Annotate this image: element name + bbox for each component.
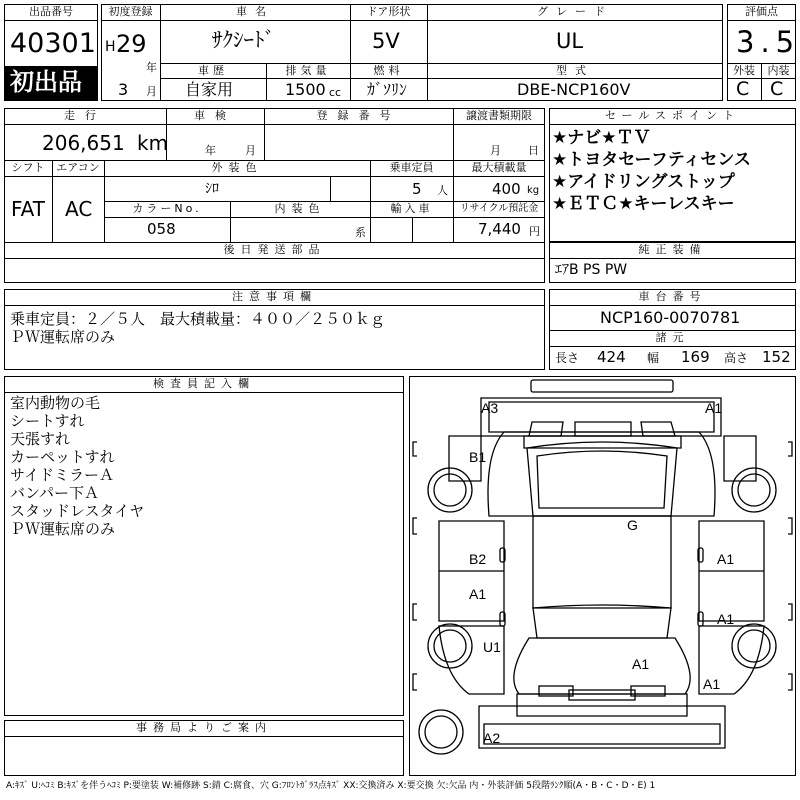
colorno-label: カラーNo. xyxy=(132,202,202,215)
shift-label: シフト xyxy=(11,161,45,174)
transfer-month-unit: 月 xyxy=(490,144,501,157)
lot-number: 40301 xyxy=(10,28,96,59)
car-name: ｻｸｼｰﾄﾞ xyxy=(212,28,275,52)
equipment-label: 純正装備 xyxy=(638,243,707,256)
capacity-label: 乗車定員 xyxy=(389,161,434,174)
inspector-line: サイドミラーＡ xyxy=(10,466,114,484)
inspector-label: 検査員記入欄 xyxy=(153,377,255,390)
damage-code: B1 xyxy=(469,449,487,465)
grade-value: UL xyxy=(556,29,584,53)
length-value: 424 xyxy=(597,348,626,366)
car-diagram xyxy=(409,376,796,776)
mileage-value: 206,651 xyxy=(42,131,125,155)
sales-point: ★ナビ★ＴＶ xyxy=(552,128,651,148)
grade-label: グレード xyxy=(537,5,613,18)
load-label: 最大積載量 xyxy=(471,161,527,174)
displacement-label: 排気量 xyxy=(285,64,331,77)
score-value: 3.5 xyxy=(736,25,800,59)
legend-text: A:ｷｽﾞ U:ﾍｺﾐ B:ｷｽﾞを伴うﾍｺﾐ P:要塗装 W:補修跡 S:錆 C:腐食、穴 G:ﾌﾛﾝﾄｶﾞﾗｽ点ｷｽﾞ XX:交換済み X:要交換 欠:欠品 内・外装評価 5段階ﾗﾝｸ順(A・B・C・D・E) 1 xyxy=(6,781,656,791)
inspector-line: 室内動物の毛 xyxy=(10,394,101,412)
inspector-line: ＰＷ運転席のみ xyxy=(10,520,116,538)
interior-label: 内装 xyxy=(767,64,790,77)
damage-code: A1 xyxy=(717,551,735,567)
name-label: 車名 xyxy=(236,5,274,18)
notes-label: 注意事項欄 xyxy=(232,290,317,303)
first-listing-text: 初出品 xyxy=(10,68,82,96)
door-label: ドア形状 xyxy=(366,5,411,18)
interior-grade: C xyxy=(770,78,784,100)
fuel-label: 燃料 xyxy=(373,64,404,77)
later-parts-label: 後日発送部品 xyxy=(223,243,326,256)
inspector-line: カーペットすれ xyxy=(10,448,115,466)
height-value: 152 xyxy=(762,348,791,366)
notes-line: 乗車定員：２／５人 最大積載量：４００／２５０ｋｇ xyxy=(10,310,386,328)
exterior-label: 外装 xyxy=(733,64,755,77)
inspector-line: 天張すれ xyxy=(10,430,71,448)
dims-label: 諸元 xyxy=(655,331,690,344)
height-label: 高さ xyxy=(724,351,749,365)
era: H xyxy=(105,39,116,55)
reg-month: 3 xyxy=(118,80,129,99)
exterior-grade: C xyxy=(736,78,750,100)
transfer-day-unit: 日 xyxy=(528,144,539,157)
history-value: 自家用 xyxy=(185,80,234,99)
score-label: 評価点 xyxy=(745,5,778,18)
mileage-label: 走行 xyxy=(64,109,106,122)
chassis-number: NCP160-0070781 xyxy=(600,308,741,327)
damage-code: A3 xyxy=(481,400,499,416)
color-value: ｼﾛ xyxy=(205,181,219,197)
transfer-label: 譲渡書類期限 xyxy=(466,109,532,122)
damage-code: A1 xyxy=(632,656,650,672)
ac-label: エアコン xyxy=(56,161,100,174)
damage-code: A1 xyxy=(703,676,721,692)
insp-month-unit: 月 xyxy=(245,144,256,157)
capacity-value: 5 xyxy=(412,180,422,198)
sales-label: セールスポイント xyxy=(604,109,740,122)
ac-value: AC xyxy=(65,197,93,221)
width-value: 169 xyxy=(681,348,710,366)
inspector-line: スタッドレスタイヤ xyxy=(10,502,145,520)
damage-code: B2 xyxy=(469,551,487,567)
kei-unit: 系 xyxy=(355,226,366,239)
damage-code: A2 xyxy=(483,730,501,746)
damage-code: A1 xyxy=(705,400,723,416)
model-label: 型式 xyxy=(556,64,594,77)
reg-year: 29 xyxy=(116,30,147,58)
history-label: 車歴 xyxy=(198,64,228,77)
yen-unit: 円 xyxy=(529,225,540,238)
intcolor-label: 内装色 xyxy=(274,202,326,215)
import-label: 輸入車 xyxy=(390,202,433,215)
year-unit: 年 xyxy=(146,61,157,74)
chassis-label: 車台番号 xyxy=(638,290,707,303)
cc-unit: cc xyxy=(329,86,342,99)
damage-code: A1 xyxy=(717,611,735,627)
sales-point: ★トヨタセーフティセンス xyxy=(552,150,751,170)
damage-code: A1 xyxy=(469,586,487,602)
colorno-value: 058 xyxy=(147,220,176,238)
notes-line: ＰＷ運転席のみ xyxy=(10,328,116,346)
capacity-unit: 人 xyxy=(437,184,448,197)
width-label: 幅 xyxy=(647,351,660,365)
length-label: 長さ xyxy=(555,351,580,365)
displacement-value: 1500 xyxy=(285,80,326,99)
km-unit: km xyxy=(137,131,169,155)
kg-unit: kg xyxy=(527,185,540,196)
lot-label: 出品番号 xyxy=(29,5,73,18)
office-label: 事務局よりご案内 xyxy=(136,721,272,734)
sales-point: ★アイドリングストップ xyxy=(552,172,735,192)
load-value: 400 xyxy=(492,180,521,198)
reg-label: 初度登録 xyxy=(108,5,153,18)
recycle-value: 7,440 xyxy=(478,220,521,238)
sales-point: ★ＥＴＣ★キーレスキー xyxy=(552,194,735,214)
inspector-line: バンパー下Ａ xyxy=(10,484,99,502)
regno-label: 登録番号 xyxy=(316,109,401,122)
recycle-label: リサイクル預託金 xyxy=(459,203,539,214)
damage-code: G xyxy=(627,517,638,533)
fuel-value: ｶﾞｿﾘﾝ xyxy=(367,80,408,99)
inspector-line: シートすれ xyxy=(10,412,85,430)
model-value: DBE-NCP160V xyxy=(517,80,631,99)
month-unit: 月 xyxy=(146,85,157,98)
door-value: 5V xyxy=(372,29,400,53)
equipment-items: ｴｱB PS PW xyxy=(555,262,628,278)
inspection-label: 車検 xyxy=(194,109,236,122)
shift-value: FAT xyxy=(11,197,46,221)
color-label: 外装色 xyxy=(211,161,263,174)
insp-year-unit: 年 xyxy=(205,144,216,157)
damage-code: U1 xyxy=(483,639,501,655)
